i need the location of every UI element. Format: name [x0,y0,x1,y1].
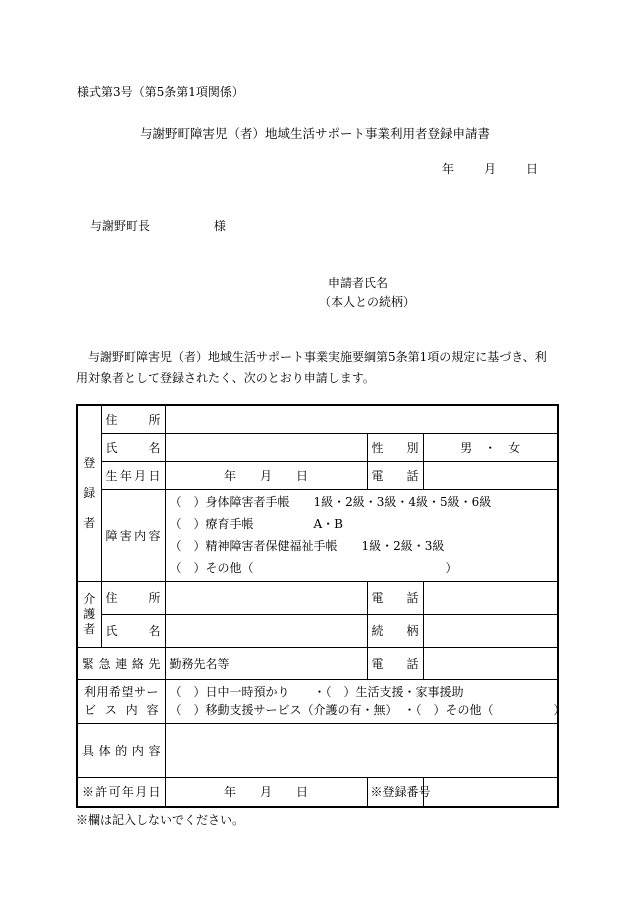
caregiver-name-label: 氏 名 [101,614,165,647]
service-option-line[interactable]: （ ）移動支援サービス（介護の有・無） ・（ ）その他（ ） [169,703,566,717]
registrant-group-label [77,405,101,581]
addressee-honorific: 様 [213,219,226,233]
intro-text: 与謝野町障害児（者）地域生活サポート事業実施要綱第5条第1項の規定に基づき、利用対象者として登録されたく、次のとおり申請します。 [76,350,547,385]
disability-option[interactable]: （ ）身体障害者手帳 1級・2級・3級・4級・5級・6級 [169,495,492,509]
caregiver-group-char: 介 [83,591,96,606]
service-options[interactable] [165,679,566,723]
registrant-birth-label: 生年月日 [101,461,165,489]
registrant-disability-label: 障害内容 [101,489,165,581]
registrant-group-char: 者 [83,516,96,531]
emergency-label: 緊急連絡先 [77,647,165,679]
caregiver-relation-label: 続 柄 [367,614,423,647]
permit-date-field: 年 月 日 [165,777,367,807]
date-year: 年 [442,162,455,176]
caregiver-address-label: 住 所 [101,581,165,614]
application-date [442,160,538,177]
disability-option[interactable]: （ ）その他（ ） [169,561,458,575]
registrant-sex-options[interactable]: 男 ・ 女 [423,433,558,461]
caregiver-phone-field[interactable] [423,581,558,614]
emergency-phone-label: 電 話 [367,647,423,679]
caregiver-group-label [77,581,101,647]
service-option-line[interactable]: （ ）日中一時預かり ・（ ）生活支援・家事援助 [169,685,464,699]
registrant-group-char: 登 [83,456,96,471]
footnote: ※欄は記入しないでください。 [76,813,245,827]
registrant-name-label: 氏 名 [101,433,165,461]
registration-number-field [423,777,558,807]
permit-date-label: ※許可年月日 [77,777,165,807]
caregiver-name-field[interactable] [165,614,367,647]
registrant-birth-field[interactable]: 年 月 日 [165,461,367,489]
addressee-name: 与謝野町長 [90,219,151,233]
emergency-phone-field[interactable] [423,647,558,679]
details-field[interactable] [165,723,558,777]
caregiver-group-char: 者 [83,621,96,636]
caregiver-address-field[interactable] [165,581,367,614]
service-label-line: ビス内容 [84,703,159,717]
applicant-relation-label: （本人との続柄） [319,295,416,309]
registrant-address-field[interactable] [165,405,558,433]
date-month: 月 [484,162,497,176]
document-title: 与謝野町障害児（者）地域生活サポート事業利用者登録申請書 [139,126,490,141]
registration-form-table [76,404,566,808]
registrant-name-field[interactable] [165,433,367,461]
service-label [77,679,165,723]
registrant-address-label: 住 所 [101,405,165,433]
registration-number-label: ※登録番号 [367,777,423,807]
service-label-line: 利用希望サー [84,685,159,699]
form-number: 様式第3号（第5条第1項関係） [77,85,244,99]
applicant-name-label: 申請者氏名 [328,276,389,290]
addressee [90,217,226,234]
caregiver-relation-field[interactable] [423,614,558,647]
registrant-phone-field[interactable] [423,461,558,489]
date-day: 日 [526,162,539,176]
registrant-group-char: 録 [83,486,96,501]
caregiver-phone-label: 電 話 [367,581,423,614]
disability-option[interactable]: （ ）精神障害者保健福祉手帳 1級・2級・3級 [169,539,445,553]
disability-option[interactable]: （ ）療育手帳 A・B [169,517,343,531]
caregiver-group-char: 護 [83,606,96,621]
registrant-disability-options[interactable] [165,489,558,581]
details-label: 具体的内容 [77,723,165,777]
emergency-field[interactable]: 勤務先名等 [165,647,367,679]
registrant-phone-label: 電 話 [367,461,423,489]
registrant-sex-label: 性 別 [367,433,423,461]
